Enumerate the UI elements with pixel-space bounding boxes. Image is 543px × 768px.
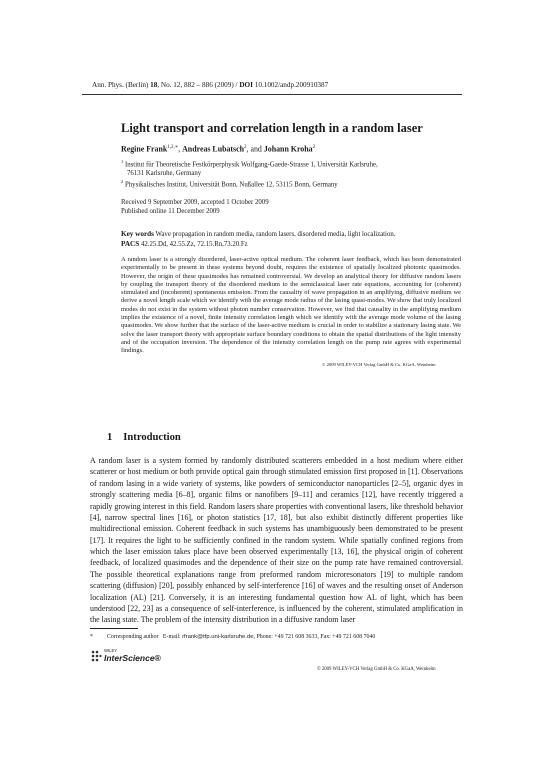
section-body-text: A random laser is a system formed by randomly distributed scatterers embedded in a host medium where either scatterer or host medium or both provide optical gain through stimulated emission first proposed in [1]. Observations of random lasing in a wide variety of systems, like powders of semiconductor nanoparticles [2–5], organic dyes in strongly scattering media [6–8], organic films or nanofibers [9–11] and ceramics [12], have recently triggered a rapidly growing interest in this field. Random lasers share properties with conventional lasers, like threshold behavior [4], narrow spectral lines [16], or photon statistics [17, 18], but also exhibit distinctly different properties like multidirectional emission. Coherent feedback in such systems has unambiguously been demonstrated to be present [17]. It requires the light to be sufficiently confined in the random system. While spatially confined regions from which the laser emission takes place have been observed experimentally [13, 16], the physical origin of coherent feedback, of localized quasimodes and the dependence of their size on the pump rate have remained controversial. The possible theoretical explanations range from preformed random microresonators [19] to multiple random scattering (diffusion) [20], possibly enhanced by self-interference [16] of waves and the resulting onset of Anderson localization (AL) [21]. Conversely, it is an interesting fundamental question how AL of light, which has been understood [22, 23] as a consequence of self-interference, is influenced by the coherent, stimulated amplification in the lasing state. The problem of the intensity distribution in a diffusive random laser <box>90 456 463 625</box>
footnote-label: Corresponding author <box>106 634 159 640</box>
pacs-text: 42.25.Dd, 42.55.Zz, 72.15.Rn,73.20.Fz <box>140 240 248 248</box>
author-affil-mark: 2 <box>312 145 316 150</box>
journal-volume: 18 <box>150 81 158 89</box>
affiliation-line: $^1$ Institut für Theoretische Festkörperphysik Wolfgang-Gaede-Strasse 1, Universität Karlsruhe, <box>121 159 378 169</box>
affiliation-mark: 1 <box>121 159 124 164</box>
affiliation-2 <box>121 178 338 190</box>
header-rule <box>82 94 462 95</box>
author-list <box>121 144 315 154</box>
pacs-label: PACS <box>121 239 140 248</box>
abstract-copyright: © 2009 WILEY-VCH Verlag GmbH & Co. KGaA, Weinheim <box>322 362 436 367</box>
footnote-mark: * <box>90 634 93 640</box>
published-date: Published online 11 December 2009 <box>121 207 220 215</box>
author-name: Johann Kroha <box>263 144 313 154</box>
received-date: Received 9 September 2009, accepted 1 October 2009 <box>121 199 269 206</box>
author-affil-mark: 1,2,∗ <box>167 145 179 150</box>
contact-phone-fax: , Phone: +49 721 608 3633, Fax: +49 721 608 7040 <box>253 634 376 640</box>
wiley-interscience-logo[interactable] <box>91 648 161 670</box>
footnote-rule <box>90 628 138 629</box>
abstract: A random laser is a strongly disordered, laser-active optical medium. The coherent laser feedback, which has been demonstrated experimentally to be present in these systems beyond doubt, requires the existence of spatially localized photonic quasimodes. However, the origin of these quasimodes has remained controversial. We develop an analytical theory for diffusive random lasers by coupling the transport theory of the disordered medium to the semiclassical laser rate equations, accounting for (coherent) stimulated and (incoherent) spontaneous emission. From the causality of wave propagation in an amplifying, diffusive medium we derive a novel length scale which we identify with the average mode radius of the lasing quasi-modes. We show that truly localized modes do not exist in the system without photon number conservation. However, we find that causality in the amplifying medium implies the existence of a novel, finite intensity correlation length which we identify with the average mode volume of the lasing quasimodes. We show further that the surface of the laser-active medium is crucial in order to stabilize a stationary lasing state. We solve the laser transport theory with appropriate surface boundary conditions to obtain the spatial distributions of the light intensity and of the occupation inversion. The dependence of the intensity correlation length on the pump rate agrees with experimental findings. <box>121 256 461 355</box>
author-affil-mark: 2 <box>244 145 247 150</box>
affiliation-mark: 2 <box>121 179 124 184</box>
keywords-label: Key words <box>121 230 154 238</box>
journal-issue-pages: , No. 12, 882 – 886 (2009) / <box>157 81 240 89</box>
logo-small-text: WILEY <box>104 648 118 653</box>
footnote <box>90 634 375 640</box>
author-separator: , and <box>246 144 264 154</box>
keywords-text: Wave propagation in random media, random lasers, disordered media, light localization. <box>155 231 396 238</box>
email-label: E-mail: <box>162 634 183 640</box>
article-title: Light transport and correlation length in a random laser <box>121 121 423 135</box>
affiliation-1 <box>121 158 378 178</box>
running-header <box>92 81 328 89</box>
section-number: 1 <box>107 432 113 443</box>
section-heading <box>107 432 181 443</box>
logo-dots-icon <box>91 650 102 664</box>
keywords-block <box>121 230 395 249</box>
footer-copyright: © 2009 WILEY-VCH Verlag GmbH & Co. KGaA, Weinheim <box>317 667 436 672</box>
section-title: Introduction <box>123 432 181 443</box>
article-dates <box>121 199 269 216</box>
author-separator: , <box>178 144 183 154</box>
author-name: Andreas Lubatsch <box>182 144 245 154</box>
journal-name: Ann. Phys. (Berlin) <box>92 81 151 89</box>
affiliation-line: 76131 Karlsruhe, Germany <box>127 169 202 177</box>
doi-value[interactable]: 10.1002/andp.200910387 <box>252 81 329 89</box>
author-name: Regine Frank <box>121 144 168 154</box>
doi-label: DOI <box>239 81 253 89</box>
author-email-link[interactable]: rfrank@tfp.uni-karlsruhe.de <box>182 634 254 640</box>
logo-brand-text: InterScience® <box>104 653 161 663</box>
affiliation-line: $^2$ Physikalisches Institut, Universität Bonn, Nußallee 12, 53115 Bonn, Germany <box>121 179 338 189</box>
